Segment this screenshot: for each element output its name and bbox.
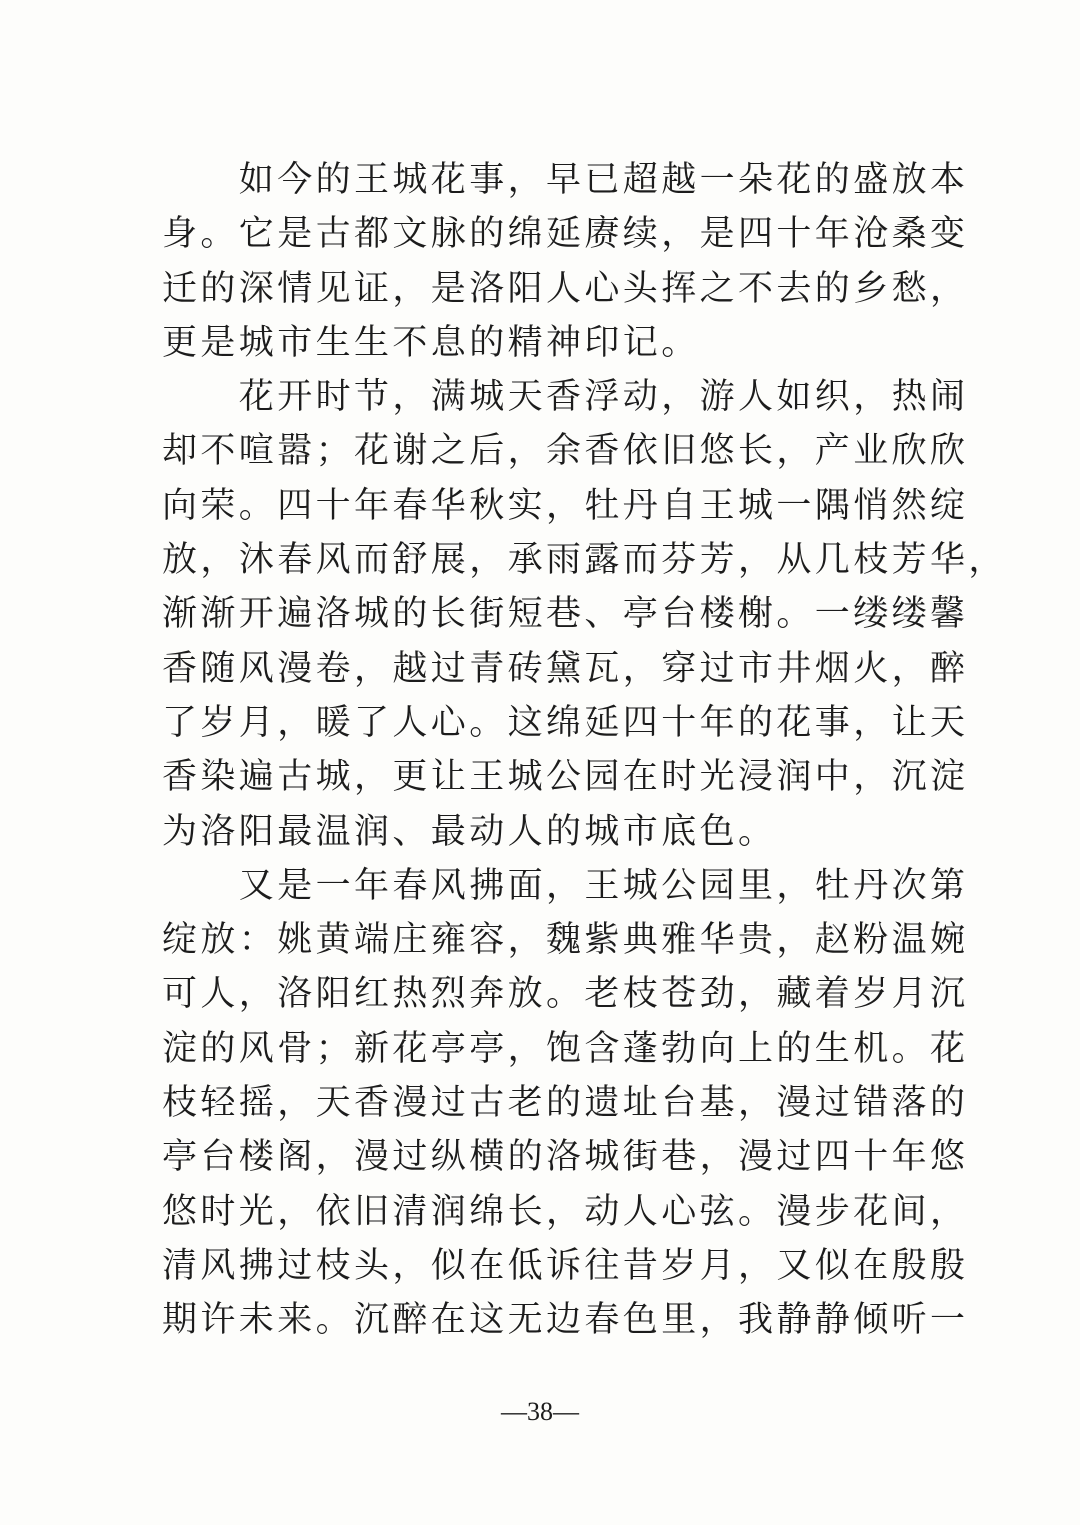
text-line-13: 为洛阳最温润、最动人的城市底色。 [162, 811, 777, 852]
text-line-21: 清风拂过枝头，似在低诉往昔岁月，又似在殷殷 [162, 1245, 969, 1286]
text-line-15: 绽放：姚黄端庄雍容，魏紫典雅华贵，赵粉温婉 [162, 920, 969, 961]
text-line-10: 香随风漫卷，越过青砖黛瓦，穿过市井烟火，醉 [162, 648, 969, 689]
text-line-3: 迁的深情见证，是洛阳人心头挥之不去的乡愁， [162, 268, 969, 309]
text-line-17: 淀的风骨；新花亭亭，饱含蓬勃向上的生机。花 [162, 1028, 969, 1069]
text-line-7: 向荣。四十年春华秋实，牡丹自王城一隅悄然绽 [162, 485, 969, 526]
text-line-18: 枝轻摇，天香漫过古老的遗址台基，漫过错落的 [162, 1083, 969, 1124]
page-number: —38— [501, 1397, 579, 1426]
text-line-20: 悠时光，依旧清润绵长，动人心弦。漫步花间， [162, 1191, 969, 1232]
text-line-6: 却不喧嚣；花谢之后，余香依旧悠长，产业欣欣 [162, 431, 969, 472]
text-line-1: 如今的王城花事，早已超越一朵花的盛放本 [162, 160, 969, 200]
text-line-19: 亭台楼阁，漫过纵横的洛城街巷，漫过四十年悠 [162, 1137, 969, 1178]
text-line-9: 渐渐开遍洛城的长街短巷、亭台楼榭。一缕缕馨 [162, 594, 969, 635]
text-line-4: 更是城市生生不息的精神印记。 [162, 322, 700, 363]
body-text [162, 153, 1007, 1348]
text-line-16: 可人，洛阳红热烈奔放。老枝苍劲，藏着岁月沉 [162, 974, 969, 1015]
text-line-12: 香染遍古城，更让王城公园在时光浸润中，沉淀 [162, 757, 969, 798]
text-line-22: 期许未来。沉醉在这无边春色里，我静静倾听一 [162, 1300, 969, 1341]
text-line-14: 又是一年春风拂面，王城公园里，牡丹次第 [162, 865, 969, 906]
text-line-11: 了岁月，暖了人心。这绵延四十年的花事，让天 [162, 702, 969, 743]
text-line-8: 放，沐春风而舒展，承雨露而芬芳，从几枝芳华， [162, 540, 1007, 581]
text-line-2: 身。它是古都文脉的绵延赓续，是四十年沧桑变 [162, 214, 969, 255]
text-line-5: 花开时节，满城天香浮动，游人如织，热闹 [162, 377, 969, 418]
